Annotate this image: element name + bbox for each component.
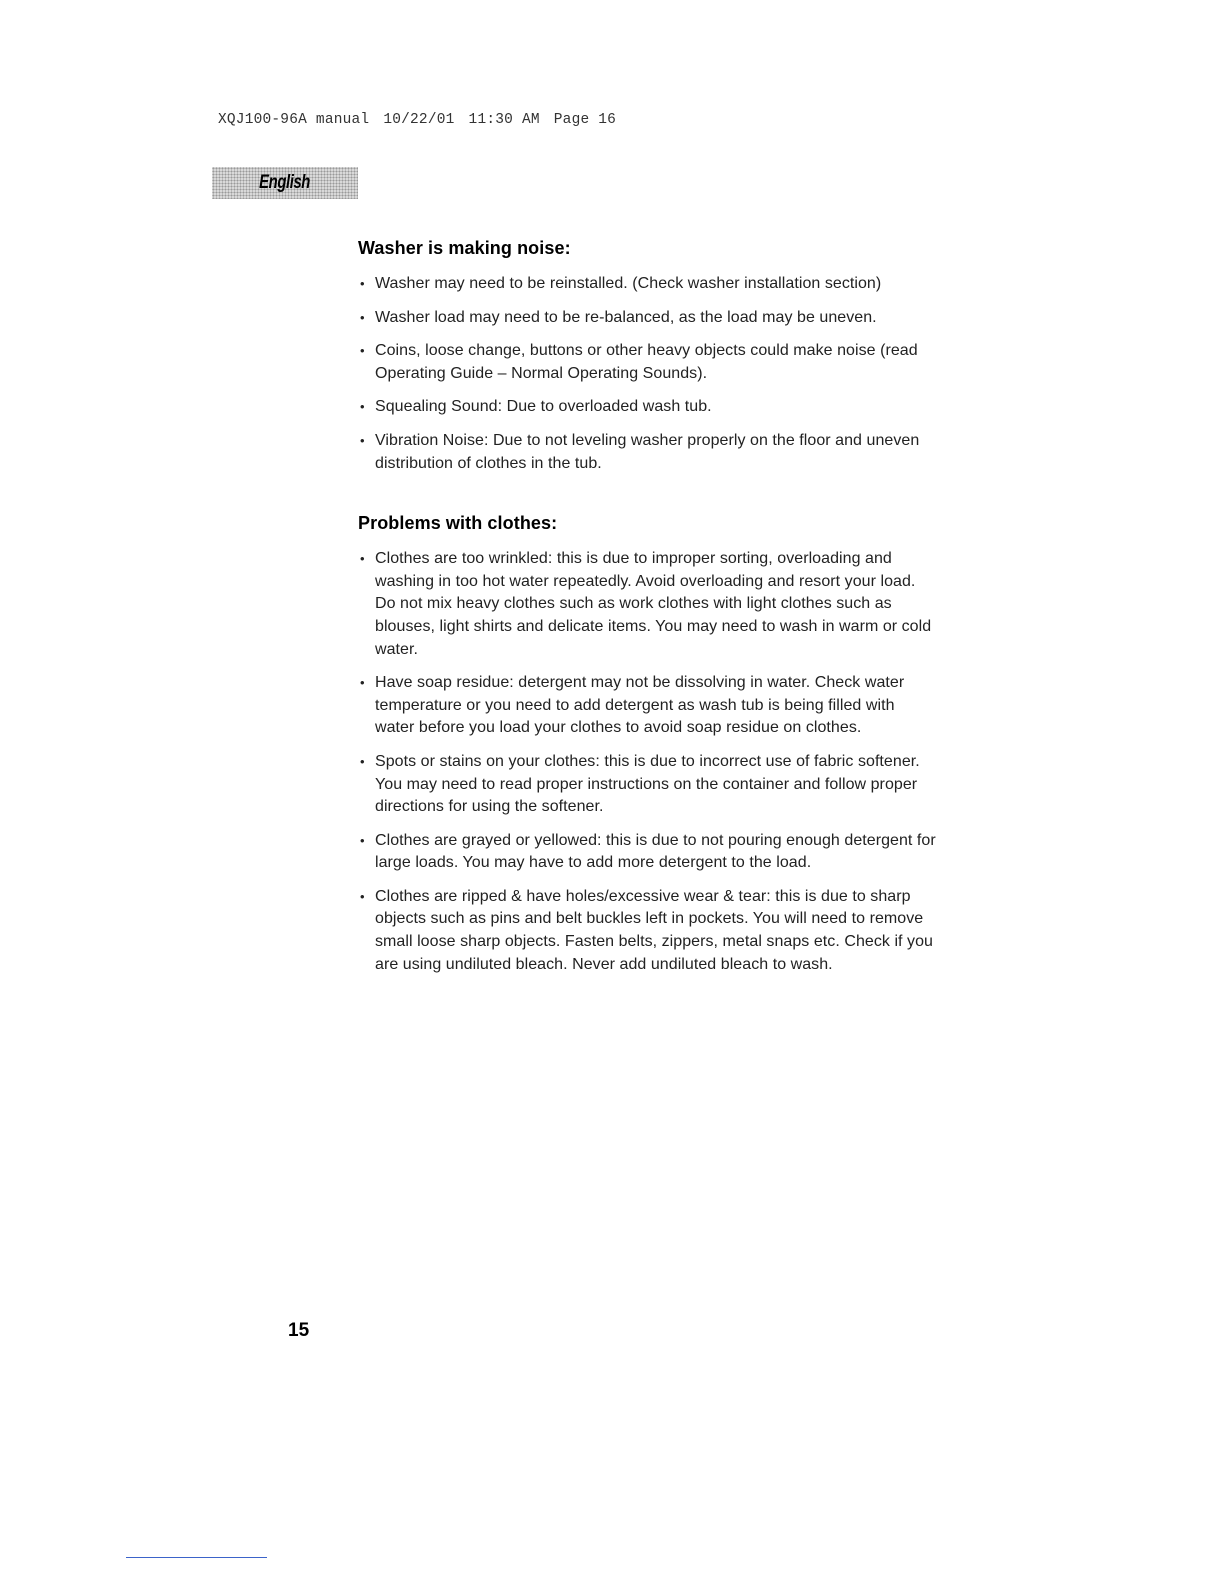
list-item: • Washer may need to be reinstalled. (Check washer installation section)	[358, 273, 938, 296]
print-page-number: 16	[598, 112, 617, 128]
bullet-list	[358, 548, 938, 976]
list-item: • Clothes are ripped & have holes/excessive wear & tear: this is due to sharp objects such as pins and belt buckles left in pockets. You will need to remove small loose sharp objects. Fasten belts, zippers, metal snaps etc. Check if you are using undiluted bleach. Never add undiluted bleach to wash.	[358, 886, 938, 976]
section-title: Problems with clothes:	[358, 513, 558, 534]
list-item: • Clothes are grayed or yellowed: this is due to not pouring enough detergent for large loads. You may have to add more detergent to the load.	[358, 830, 938, 875]
list-item: • Vibration Noise: Due to not leveling washer properly on the floor and uneven distribution of clothes in the tub.	[358, 430, 938, 475]
footer-divider	[126, 1557, 267, 1558]
list-item: • Have soap residue: detergent may not be dissolving in water. Check water temperature or you need to add detergent as wash tub is being filled with water before you load your clothes to avoid soap residue on clothes.	[358, 672, 938, 740]
section-clothes-problems	[358, 513, 938, 976]
main-content	[358, 238, 938, 987]
list-item: • Squealing Sound: Due to overloaded wash tub.	[358, 396, 938, 419]
print-date: 10/22/01	[383, 112, 455, 128]
section-title: Washer is making noise:	[358, 238, 571, 258]
bullet-list	[358, 273, 938, 475]
print-file-name: XQJ100-96A manual	[218, 112, 370, 128]
language-tab-label: English	[259, 172, 311, 193]
list-item: • Washer load may need to be re-balanced, as the load may be uneven.	[358, 307, 938, 330]
list-item: • Coins, loose change, buttons or other heavy objects could make noise (read Operating Guide – Normal Operating Sounds).	[358, 340, 938, 385]
print-page-label: Page	[553, 112, 590, 128]
language-tab	[212, 167, 358, 199]
print-time: 11:30 AM	[468, 112, 540, 128]
section-washer-noise	[358, 238, 938, 475]
print-header	[218, 112, 616, 128]
list-item: • Clothes are too wrinkled: this is due to improper sorting, overloading and washing in too hot water repeatedly. Avoid overloading and resort your load. Do not mix heavy clothes such as work clothes with light clothes such as blouses, light shirts and delicate items. You may need to wash in warm or cold water.	[358, 548, 938, 661]
page-number: 15	[288, 1320, 310, 1341]
list-item: • Spots or stains on your clothes: this is due to incorrect use of fabric softener. You may need to read proper instructions on the container and follow proper directions for using the softener.	[358, 751, 938, 819]
